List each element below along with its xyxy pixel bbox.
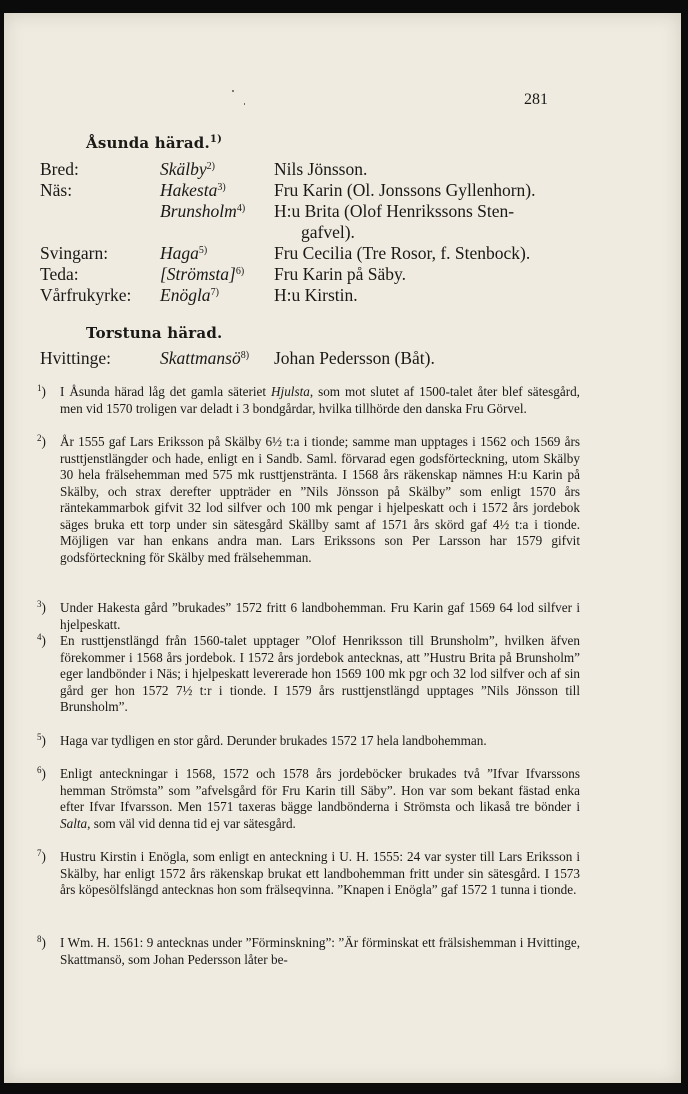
footnote-ref: 1)	[209, 134, 222, 145]
estate-name-text: Skälby	[160, 159, 207, 179]
footnote	[37, 599, 580, 633]
footnote-text	[60, 766, 580, 832]
footnote-marker	[37, 849, 46, 866]
footnote-text-part: , som väl vid denna tid ej var sätesgård.	[87, 815, 296, 831]
footnote-text-part: , som mot slutet af 1500-talet åter blef sätesgård, men vid 1570 troligen var deladt i 3 bondgårdar, hvilka tillhörde den danska Fru Görvel.	[60, 384, 580, 416]
footnote-ref-number: 5	[198, 245, 204, 256]
estate-name-text: Skattmansö	[160, 348, 241, 368]
print-speck	[244, 103, 245, 105]
footnote-paren: )	[41, 733, 46, 748]
footnote-ref-number: 3	[217, 182, 223, 193]
footnote-marker	[37, 633, 46, 650]
book-page	[4, 13, 681, 1083]
footnote-ref-number: 4	[236, 203, 242, 214]
footnote	[37, 765, 580, 832]
footnote-ref-number: 6	[235, 266, 241, 277]
footnote-marker	[37, 434, 46, 451]
footnote-marker	[37, 766, 46, 783]
footnote	[37, 732, 580, 750]
estate-name-text: [Strömsta]	[160, 264, 236, 284]
estate-name-text: Hakesta	[160, 180, 218, 200]
footnote	[37, 848, 580, 899]
print-speck	[232, 90, 234, 92]
place-name: Hvittinge:	[40, 348, 111, 368]
footnote	[37, 934, 580, 968]
place-name: Vårfrukyrke:	[40, 285, 132, 305]
footnote	[37, 383, 580, 417]
estate-name-text: Haga	[160, 243, 199, 263]
footnote-text: I Wm. H. 1561: 9 antecknas under ”Förminskning”: ”Är förminskat ett frälsishemman i Hvittinge, Skattmansö, som Johan Pedersson låter be-	[60, 935, 580, 967]
place-name: Teda:	[40, 264, 79, 284]
section-heading-torstuna: Torstuna härad.	[86, 324, 223, 342]
footnote-number: 7	[37, 848, 42, 858]
footnote-italic: Salta	[60, 815, 88, 831]
estate-name	[160, 243, 207, 264]
owner-name: Johan Pedersson (Båt).	[274, 348, 435, 368]
footnote-paren: )	[41, 633, 46, 648]
footnote-paren: )	[41, 935, 46, 950]
owner-name: Fru Karin (Ol. Jonssons Gyllenhorn).	[274, 180, 536, 200]
footnote-number: 3	[37, 599, 42, 609]
section-heading-asunda	[86, 134, 222, 152]
footnote-ref: 2)	[206, 161, 215, 172]
footnote-text: En rusttjenstlängd från 1560-talet upptager ”Olof Henriksson till Brunsholm”, hvilken äfven förekommer i 1568 års jordebok. I 1572 års jordebok antecknas, att ”Hustru Brita på Brunsholm” eger landbönder i Näs; i hjelpeskatt levererade hon 1569 100 mk pgr och 32 lod silfver och af sin gård ger hon 1572 7½ t:r i tionde. I 1579 års rusttjenstlängd upptages ”Nils Jönsson till Brunsholm”.	[60, 633, 580, 715]
footnote-paren: )	[41, 766, 46, 781]
estate-name	[160, 201, 245, 222]
footnote-italic: Hjulsta	[271, 384, 310, 399]
owner-name: H:u Brita (Olof Henrikssons Sten-	[274, 201, 515, 221]
footnote-marker	[37, 384, 46, 401]
footnote-text-part: I Åsunda härad låg det gamla säteriet	[60, 384, 271, 399]
footnote-ref-number: 7	[210, 287, 216, 298]
footnote-marker	[37, 733, 46, 750]
section-title: Åsunda härad.	[86, 134, 210, 152]
owner-name: H:u Kirstin.	[274, 285, 358, 305]
footnote-ref-number: 8	[240, 350, 246, 361]
footnote-ref: 3)	[217, 182, 226, 193]
footnote-ref: 4)	[236, 203, 246, 214]
footnote-text-part: Enligt anteckningar i 1568, 1572 och 1578 års jordeböcker brukades två ”Ifvar Ifvarssons hemman Strömsta” som ”afvelsgård för Fru Karin till Säby”. Hon var som bekant fästad enka efter Ifvar Ifvarsson. Men 1571 taxeras bägge landbönderna i Strömsta och likaså tre bönder i	[60, 766, 580, 815]
footnote	[37, 632, 580, 716]
estate-name-text: Enögla	[160, 285, 211, 305]
footnote-number: 4	[37, 632, 42, 642]
footnote-ref: 6)	[235, 266, 245, 277]
footnote-text: Under Hakesta gård ”brukades” 1572 fritt 6 landbohemman. Fru Karin gaf 1569 64 lod silfver i hjelpeskatt.	[60, 600, 580, 632]
place-name: Bred:	[40, 159, 79, 179]
footnote	[37, 433, 580, 566]
footnote-marker	[37, 935, 46, 952]
owner-name: Fru Cecilia (Tre Rosor, f. Stenbock).	[274, 243, 531, 263]
footnote-paren: )	[41, 384, 46, 399]
place-name: Näs:	[40, 180, 73, 200]
owner-name-continued: gafvel).	[301, 222, 355, 242]
estate-name	[160, 285, 219, 306]
footnote-paren: )	[41, 434, 46, 449]
estate-name	[160, 348, 249, 369]
footnote-ref: 5)	[198, 245, 208, 256]
footnote-number: 5	[37, 732, 42, 742]
footnote-ref: 8)	[240, 350, 250, 361]
estate-name-text: Brunsholm	[160, 201, 237, 221]
estate-name	[160, 264, 244, 285]
estate-name	[160, 159, 215, 180]
footnote-paren: )	[41, 600, 46, 615]
footnote-ref-number: 1	[209, 134, 218, 145]
footnote-number: 6	[37, 765, 42, 775]
footnote-text: Hustru Kirstin i Enögla, som enligt en anteckning i U. H. 1555: 24 var syster till Lars Eriksson i Skälby, har enligt 1572 års räkenskap brukat ett landbohemman fritt under sin sätesgård. I 1573 års köpesölfslängd antecknas hon som frälseqvinna. ”Knapen i Enögla” gaf 1572 1 tunna i tionde.	[60, 849, 580, 898]
footnote-text: Haga var tydligen en stor gård. Derunder brukades 1572 17 hela landbohemman.	[60, 733, 487, 748]
estate-name	[160, 180, 226, 201]
owner-name: Nils Jönsson.	[274, 159, 368, 179]
footnote-number: 2	[37, 433, 42, 443]
footnote-text	[60, 384, 580, 417]
page-number: 281	[524, 91, 548, 108]
footnote-number: 1	[37, 383, 42, 393]
footnote-marker	[37, 600, 46, 617]
footnote-number: 8	[37, 934, 42, 944]
footnote-text: År 1555 gaf Lars Eriksson på Skälby 6½ t:a i tionde; samme man upptages i 1562 och 1569 års rusttjenstlängder och hade, enligt en i Sandb. Saml. förvarad egen godsförteckning, utom Skälby 30 hela frälsehemman med 575 mk rusttjenstränta. I 1568 års räkenskap nämnes H:u Karin på Skälby, och strax derefter uppträder en ”Nils Jönsson på Skälby” som enligt 1570 års räntekammarbok gifvit 32 lod silfver och 100 mk pengar i hjelpeskatt och i 1572 års jordebok säges bruka ett torp under sin sätesgård Skällby samt af 1571 års skörd gaf 4½ t:a i tionde. Möjligen var han enkans andra man. Lars Erikssons son Per Larsson har 1579 gifvit godsförteckning för Skälby med frälsehemman.	[60, 434, 580, 565]
footnote-paren: )	[41, 849, 46, 864]
footnote-ref-number: 2	[206, 161, 212, 172]
owner-name: Fru Karin på Säby.	[274, 264, 407, 284]
place-name: Svingarn:	[40, 243, 109, 263]
footnote-ref: 7)	[210, 287, 219, 298]
